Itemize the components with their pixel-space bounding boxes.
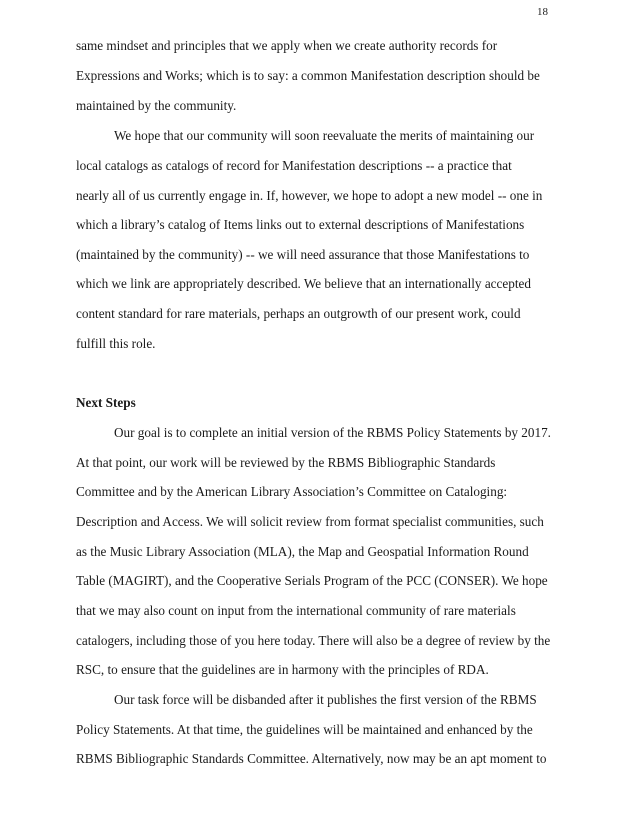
text-line: RBMS Bibliographic Standards Committee. Alternatively, now may be an apt moment to <box>76 751 547 766</box>
text-line: At that point, our work will be reviewed by the RBMS Bibliographic Standards <box>76 455 496 470</box>
text-line: (maintained by the community) -- we will need assurance that those Manifestations to <box>76 247 530 262</box>
text-line: Expressions and Works; which is to say: a common Manifestation description should be <box>76 68 540 83</box>
text-line: Description and Access. We will solicit review from format specialist communities, such <box>76 514 544 529</box>
text-line: We hope that our community will soon reevaluate the merits of maintaining our <box>114 128 535 143</box>
text-line: as the Music Library Association (MLA), the Map and Geospatial Information Round <box>76 544 529 559</box>
text-line: same mindset and principles that we apply when we create authority records for <box>76 38 498 53</box>
text-line: nearly all of us currently engage in. If, however, we hope to adopt a new model -- one in <box>76 188 543 203</box>
text-line: content standard for rare materials, perhaps an outgrowth of our present work, could <box>76 306 521 321</box>
text-line: Committee and by the American Library Association’s Committee on Cataloging: <box>76 484 508 499</box>
text-line: Policy Statements. At that time, the guidelines will be maintained and enhanced by the <box>76 722 533 737</box>
page-number: 18 <box>537 6 548 18</box>
text-line: local catalogs as catalogs of record for Manifestation descriptions -- a practice that <box>76 158 512 173</box>
text-line: Table (MAGIRT), and the Cooperative Serials Program of the PCC (CONSER). We hope <box>76 573 548 588</box>
text-line: Our task force will be disbanded after it publishes the first version of the RBMS <box>114 692 537 707</box>
text-line: fulfill this role. <box>76 336 156 351</box>
text-line: catalogers, including those of you here today. There will also be a degree of review by the <box>76 633 551 648</box>
text-line: that we may also count on input from the international community of rare materials <box>76 603 516 618</box>
text-line: Our goal is to complete an initial version of the RBMS Policy Statements by 2017. <box>114 425 551 440</box>
text-line: which a library’s catalog of Items links out to external descriptions of Manifestations <box>76 217 525 232</box>
text-line: maintained by the community. <box>76 98 237 113</box>
text-line: which we link are appropriately described. We believe that an internationally accepted <box>76 276 531 291</box>
section-heading: Next Steps <box>76 395 136 410</box>
text-line: RSC, to ensure that the guidelines are in harmony with the principles of RDA. <box>76 662 489 677</box>
